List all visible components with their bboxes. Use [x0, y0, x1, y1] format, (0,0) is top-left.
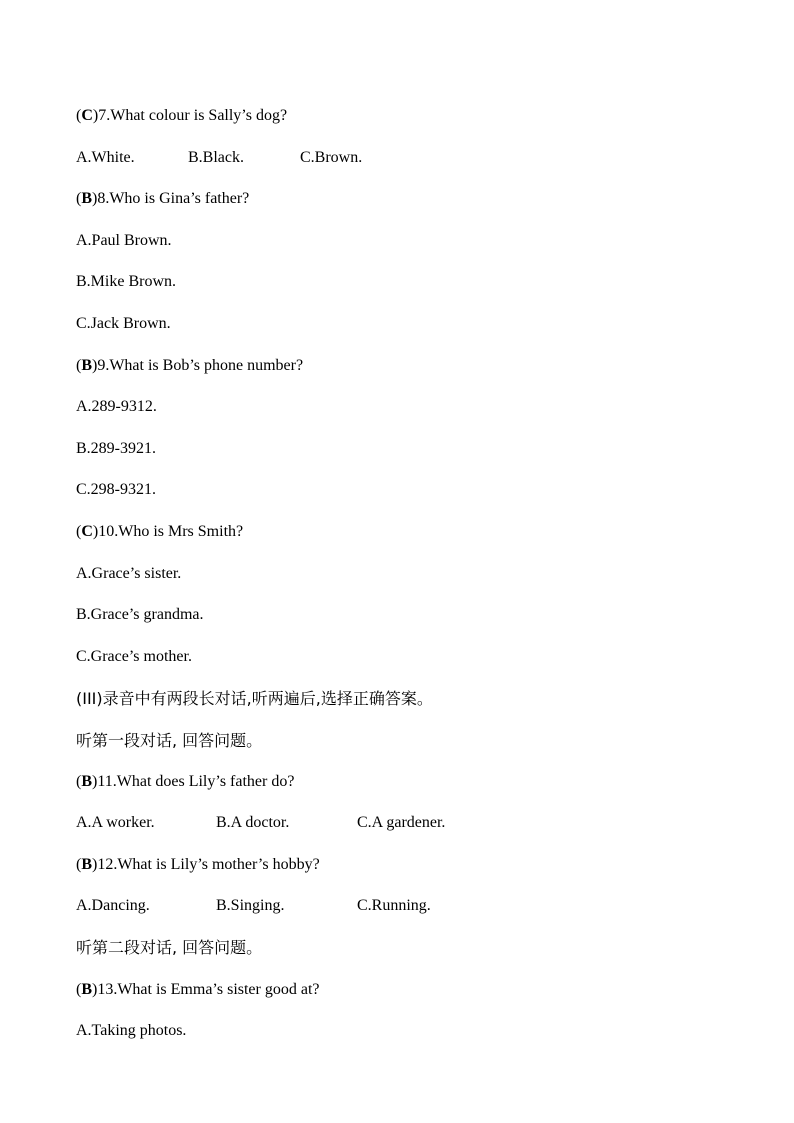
question-number-10: 10 — [98, 523, 115, 540]
question-text-11: What does Lily’s father do? — [116, 773, 295, 790]
question-number-9: 9 — [97, 357, 106, 374]
question-text-7: What colour is Sally’s dog? — [110, 107, 288, 124]
question-9: (B)9.What is Bob’s phone number? — [76, 357, 304, 374]
answer-9: B — [81, 357, 92, 374]
options-12 — [76, 895, 431, 917]
option-10-b: B.Grace’s grandma. — [76, 606, 204, 623]
options-11 — [76, 812, 445, 834]
option-12-a: A.Dancing. — [76, 897, 150, 914]
question-8: (B)8.Who is Gina’s father? — [76, 190, 250, 207]
question-number-11: 11 — [97, 773, 113, 790]
option-10-a: A.Grace’s sister. — [76, 565, 182, 582]
question-12: (B)12.What is Lily’s mother’s hobby? — [76, 856, 320, 873]
option-12-b: B.Singing. — [216, 897, 285, 914]
question-text-10: Who is Mrs Smith? — [118, 523, 244, 540]
answer-11: B — [81, 773, 92, 790]
section-3-heading: (III)录音中有两段长对话,听两遍后,选择正确答案。 — [76, 689, 433, 708]
question-7: (C)7.What colour is Sally’s dog? — [76, 107, 288, 124]
option-9-b: B.289-3921. — [76, 440, 156, 457]
question-text-13: What is Emma’s sister good at? — [117, 981, 320, 998]
option-9-a: A.289-9312. — [76, 398, 157, 415]
answer-8: B — [81, 190, 92, 207]
option-8-a: A.Paul Brown. — [76, 232, 172, 249]
dialog-1-instruction: 听第一段对话, 回答问题。 — [76, 731, 263, 750]
question-10: (C)10.Who is Mrs Smith? — [76, 523, 244, 540]
question-13: (B)13.What is Emma’s sister good at? — [76, 981, 320, 998]
answer-13: B — [81, 981, 92, 998]
option-11-b: B.A doctor. — [216, 814, 290, 831]
question-11: (B)11.What does Lily’s father do? — [76, 773, 295, 790]
option-8-b: B.Mike Brown. — [76, 273, 176, 290]
question-text-9: What is Bob’s phone number? — [109, 357, 304, 374]
question-number-12: 12 — [97, 856, 114, 873]
option-10-c: C.Grace’s mother. — [76, 648, 192, 665]
option-9-c: C.298-9321. — [76, 481, 156, 498]
option-11-a: A.A worker. — [76, 814, 155, 831]
answer-12: B — [81, 856, 92, 873]
option-11-c: C.A gardener. — [357, 814, 446, 831]
option-7-a: A.White. — [76, 149, 135, 166]
question-text-12: What is Lily’s mother’s hobby? — [117, 856, 320, 873]
option-7-b: B.Black. — [188, 149, 244, 166]
answer-10: C — [81, 523, 93, 540]
question-text-8: Who is Gina’s father? — [109, 190, 250, 207]
question-number-8: 8 — [97, 190, 106, 207]
question-number-7: 7 — [98, 107, 107, 124]
option-12-c: C.Running. — [357, 897, 431, 914]
dialog-2-instruction: 听第二段对话, 回答问题。 — [76, 938, 263, 957]
option-13-a: A.Taking photos. — [76, 1022, 187, 1039]
option-7-c: C.Brown. — [300, 149, 363, 166]
options-7 — [76, 147, 362, 169]
question-number-13: 13 — [97, 981, 114, 998]
option-8-c: C.Jack Brown. — [76, 315, 171, 332]
answer-7: C — [81, 107, 93, 124]
